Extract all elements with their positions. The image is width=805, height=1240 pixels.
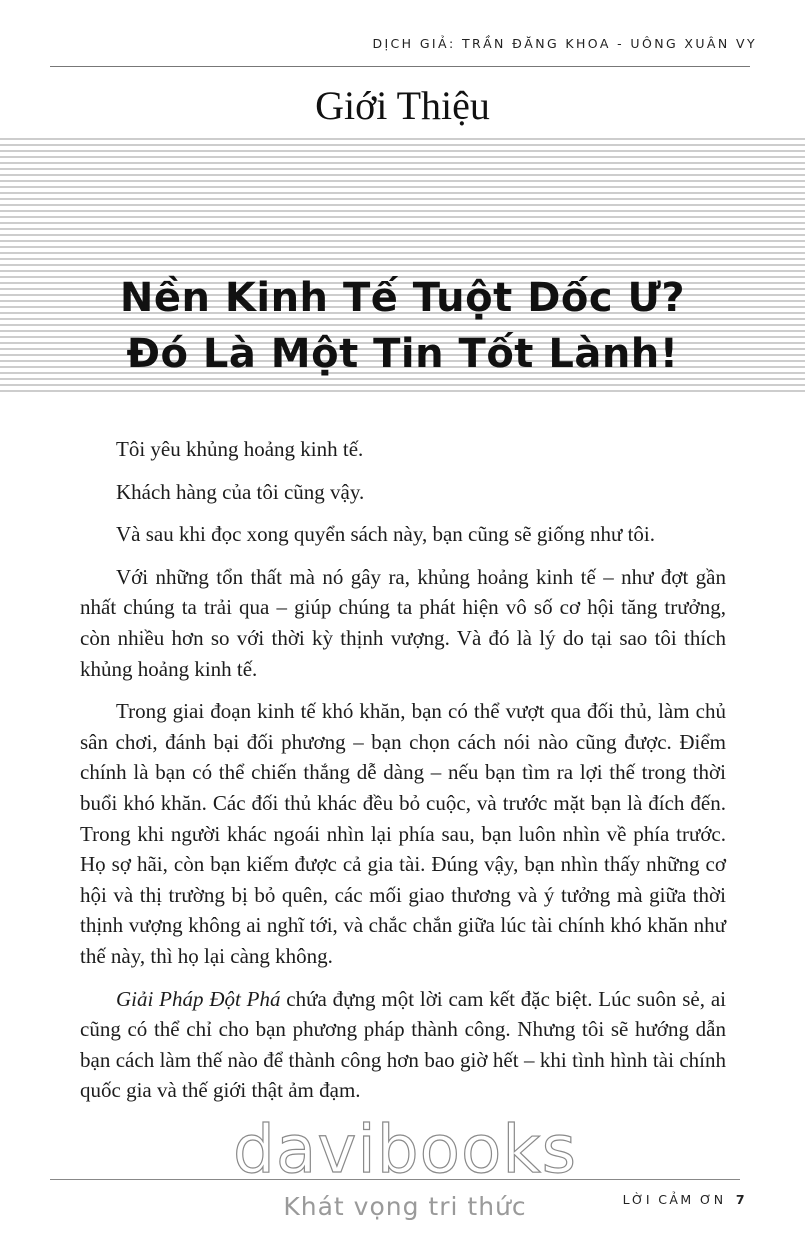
paragraph-4: Với những tổn thất mà nó gây ra, khủng hoảng kinh tế – như đợt gần nhất chúng ta trải qua – giúp chúng ta phát hiện vô số cơ hội tăng trưởng, còn nhiều hơn so với thời kỳ thịnh vượng. Và đó là lý do tại sao tôi thích khủng hoảng kinh tế. bbox=[80, 564, 726, 681]
footer-label: LỜI CẢM ƠN bbox=[622, 1192, 726, 1207]
paragraph-6 bbox=[80, 984, 726, 1106]
paragraph-1: Tôi yêu khủng hoảng kinh tế. bbox=[116, 437, 364, 461]
watermark bbox=[195, 1111, 615, 1222]
top-divider bbox=[50, 66, 750, 67]
chapter-title-line-2: Đó Là Một Tin Tốt Lành! bbox=[126, 331, 679, 377]
running-head: DỊCH GIẢ: TRẦN ĐĂNG KHOA - UÔNG XUÂN VY bbox=[372, 36, 757, 51]
chapter-title bbox=[0, 270, 805, 382]
chapter-title-line-1: Nền Kinh Tế Tuột Dốc Ư? bbox=[119, 275, 686, 321]
section-label: Giới Thiệu bbox=[315, 83, 490, 128]
paragraph-3: Và sau khi đọc xong quyển sách này, bạn cũng sẽ giống như tôi. bbox=[116, 522, 655, 547]
watermark-tagline: Khát vọng tri thức bbox=[283, 1192, 527, 1221]
bottom-divider bbox=[50, 1179, 740, 1180]
body-text bbox=[80, 434, 726, 1118]
page-number: 7 bbox=[735, 1192, 747, 1207]
book-title-italic: Giải Pháp Đột Phá bbox=[116, 986, 281, 1011]
watermark-brand: davibooks bbox=[233, 1111, 577, 1188]
paragraph-5: Trong giai đoạn kinh tế khó khăn, bạn có thể vượt qua đối thủ, làm chủ sân chơi, đánh bại đối phương – bạn chọn cách nói nào cũng được. Điểm chính là bạn có thể chiến thắng dễ dàng – nếu bạn tìm ra lợi thế trong thời buổi khó khăn. Các đối thủ khác đều bỏ cuộc, và trước mặt bạn là đích đến. Trong khi người khác ngoái nhìn lại phía sau, bạn luôn nhìn về phía trước. Họ sợ hãi, còn bạn kiếm được cả gia tài. Đúng vậy, bạn nhìn thấy những cơ hội và thị trường bị bỏ quên, các mối giao thương và ý tưởng mà giữa thời thịnh vượng không ai nghĩ tới, và chắc chắn giữa lúc tài chính khó khăn như thế này, thì họ lại càng không. bbox=[80, 699, 726, 968]
footer bbox=[623, 1192, 747, 1207]
paragraph-6-text: chứa đựng một lời cam kết đặc biệt. Lúc suôn sẻ, ai cũng có thể chỉ cho bạn phương pháp thành công. Nhưng tôi sẽ hướng dẫn bạn cách làm thế nào để thành công hơn bao giờ hết – khi tình hình tài chính quốc gia và thế giới thật ảm đạm. bbox=[80, 986, 726, 1103]
paragraph-2: Khách hàng của tôi cũng vậy. bbox=[116, 479, 365, 504]
chapter-title-band bbox=[0, 138, 805, 396]
